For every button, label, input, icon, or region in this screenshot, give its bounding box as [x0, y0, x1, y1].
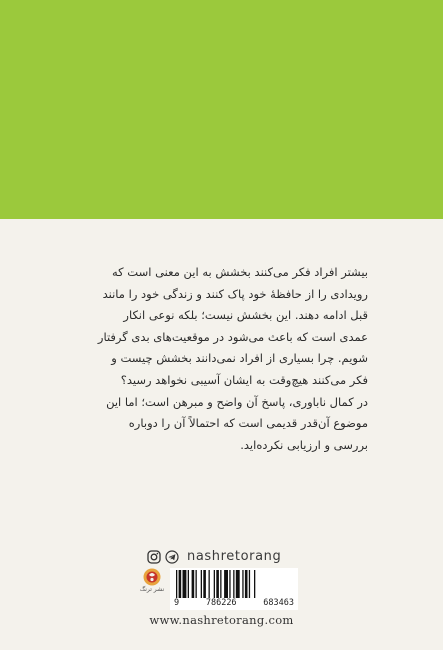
telegram-icon — [165, 549, 179, 563]
blurb-line: در کمال ناباوری، پاسخ آن واضح و مبرهن است؛ اما این — [106, 394, 368, 409]
blurb-line: بیشتر افراد فکر می‌کنند بخشش به این معنی است که — [112, 265, 368, 279]
blurb-line: فکر می‌کنند هیچ‌وقت به ایشان آسیبی نخواهد رسید؟ — [120, 372, 368, 387]
publisher-logo-mark — [143, 567, 161, 587]
isbn-digit-group: 9 — [174, 598, 180, 608]
blurb-line: شویم. چرا بسیاری از افراد نمی‌دانند بخشش چیست و — [111, 351, 368, 366]
publisher-logo-caption: نشر ترنگ — [139, 586, 165, 593]
blurb-line: عمدی است که باعث می‌شود در موقعیت‌های بدی گرفتار — [97, 329, 368, 344]
publisher-logo — [139, 567, 165, 597]
instagram-icon — [147, 549, 161, 563]
blurb-paragraph — [78, 262, 368, 456]
social-media-row — [147, 545, 281, 567]
isbn-digit-group: 786226 — [205, 598, 237, 608]
blurb-line: بررسی و ارزیابی نکرده‌اید. — [240, 437, 368, 452]
isbn-barcode — [170, 568, 298, 610]
blurb-line: قبل ادامه دهند. این بخشش نیست؛ بلکه نوعی انکار — [123, 308, 368, 323]
website-url: www.nashretorang.com — [149, 613, 294, 627]
blurb-line: رویدادی را از حافظهٔ خود پاک کنند و زندگی خود را مانند — [102, 286, 368, 301]
blurb-line: موضوع آن‌قدر قدیمی است که احتمالاً آن را دوباره — [128, 416, 368, 431]
isbn-digit-group: 683463 — [263, 598, 294, 608]
barcode-bars — [170, 568, 298, 600]
green-color-band — [0, 0, 443, 219]
isbn-digits — [170, 598, 298, 608]
social-handle: nashretorang — [187, 548, 282, 564]
